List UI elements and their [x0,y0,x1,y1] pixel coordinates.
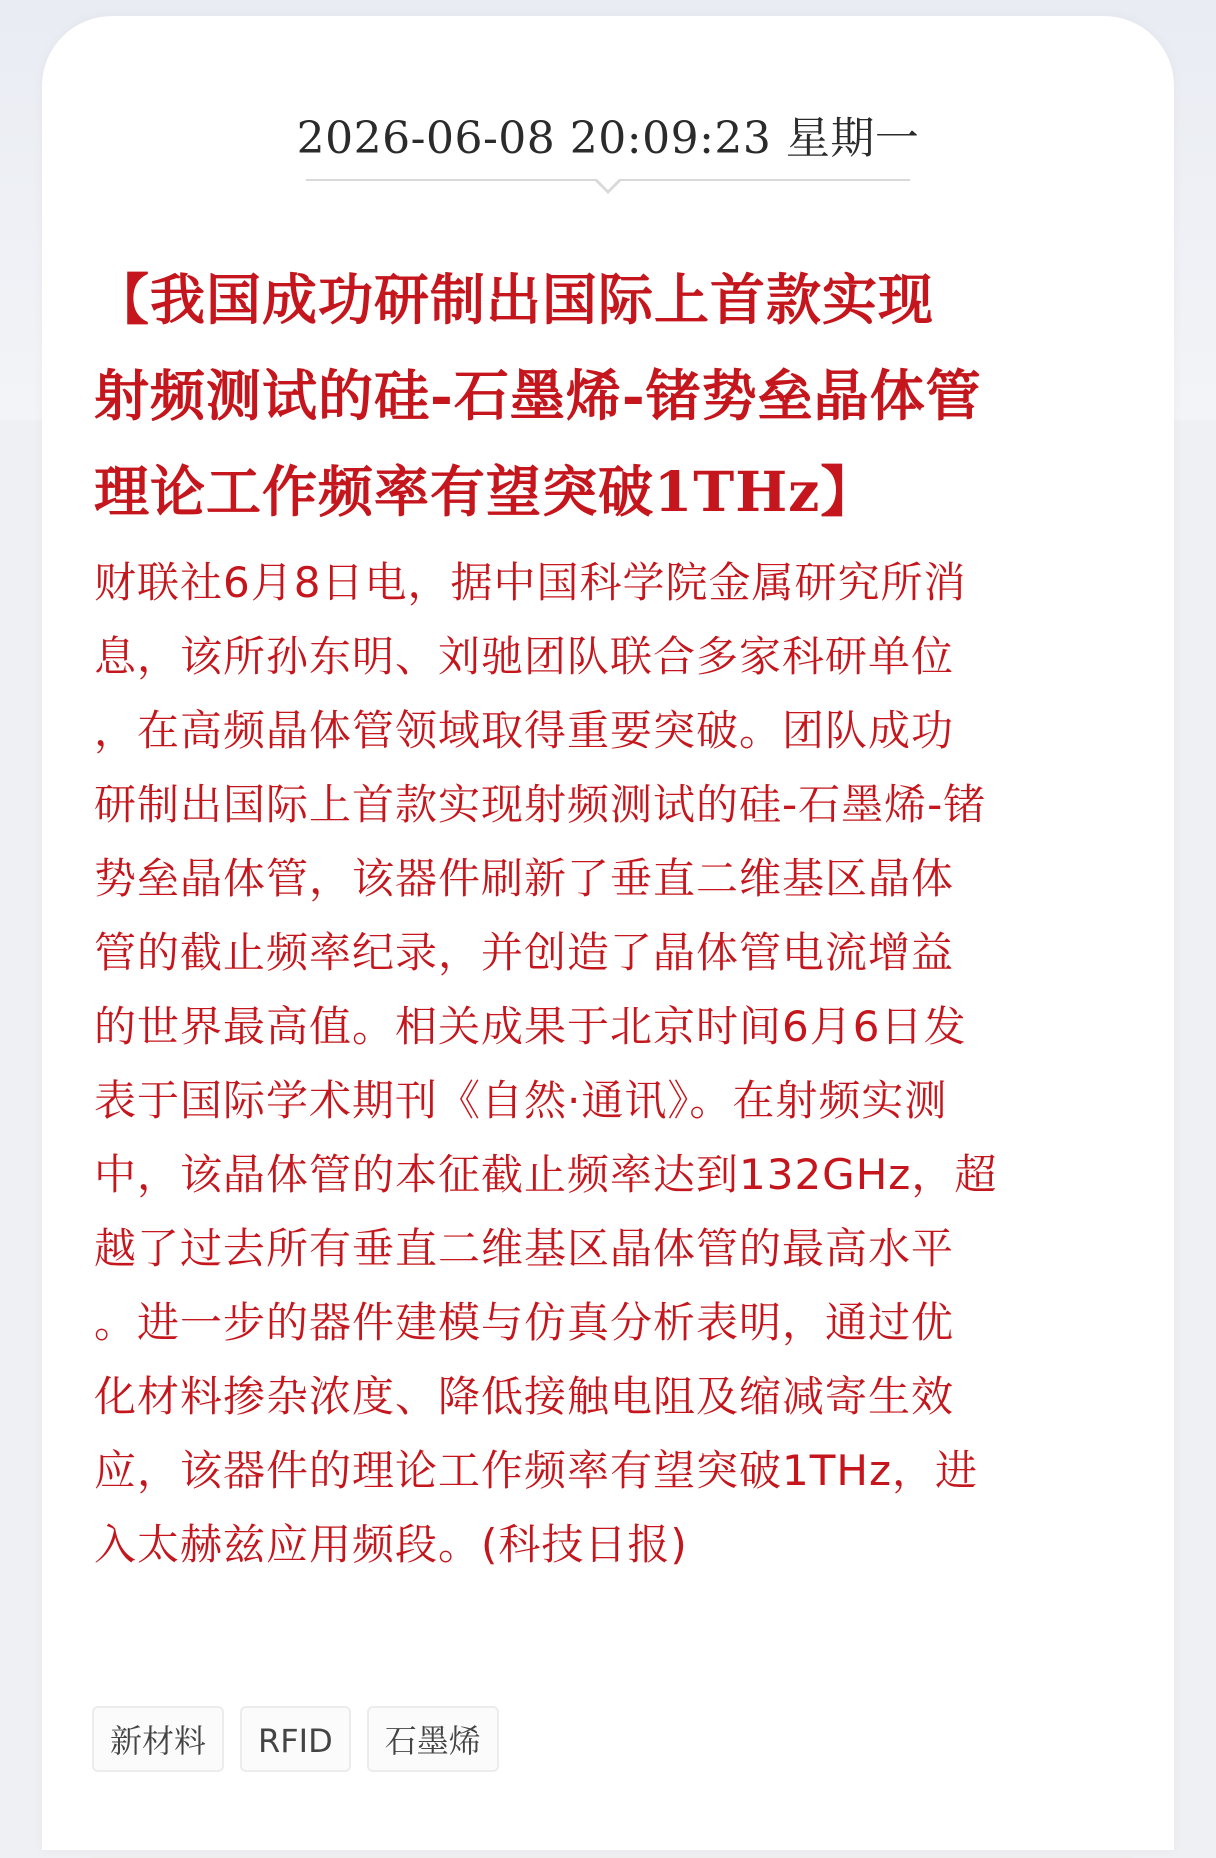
body-line: 表于国际学术期刊《自然·通讯》。在射频实测 [94,1076,948,1125]
body-line: ，在高频晶体管领域取得重要突破。团队成功 [94,706,955,755]
tag-rfid[interactable]: RFID [240,1706,351,1772]
body-line: 化材料掺杂浓度、降低接触电阻及缩减寄生效 [94,1372,955,1421]
headline-line: 射频测试的硅-石墨烯-锗势垒晶体管 [94,363,982,428]
headline-line: 【我国成功研制出国际上首款实现 [94,267,935,332]
body-line: 研制出国际上首款实现射频测试的硅-石墨烯-锗 [94,780,987,829]
body-line: 管的截止频率纪录，并创造了晶体管电流增益 [94,928,955,977]
divider-notch-inner [597,179,619,190]
body-line: 入太赫兹应用频段。(科技日报) [94,1520,688,1569]
body-line: 的世界最高值。相关成果于北京时间6月6日发 [94,1002,967,1051]
body-line: 息，该所孙东明、刘驰团队联合多家科研单位 [94,632,955,681]
article-body [94,546,1134,1582]
publish-datetime: 2026-06-08 20:09:23 星期一 [296,113,920,164]
body-line: 中，该晶体管的本征截止频率达到132GHz，超 [94,1150,998,1199]
article-headline [94,252,1134,540]
body-line: 越了过去所有垂直二维基区晶体管的最高水平 [94,1224,955,1273]
article-card [42,16,1174,1850]
body-line: 势垒晶体管，该器件刷新了垂直二维基区晶体 [94,854,955,903]
body-line: 。进一步的器件建模与仿真分析表明，通过优 [94,1298,955,1347]
tag-new-materials[interactable]: 新材料 [92,1706,224,1772]
body-line: 应，该器件的理论工作频率有望突破1THz，进 [94,1446,979,1495]
tag-graphene[interactable]: 石墨烯 [367,1706,499,1772]
headline-line: 理论工作频率有望突破1THz】 [94,459,877,524]
tag-list [92,1706,499,1772]
body-line: 财联社6月8日电，据中国科学院金属研究所消 [94,558,967,607]
